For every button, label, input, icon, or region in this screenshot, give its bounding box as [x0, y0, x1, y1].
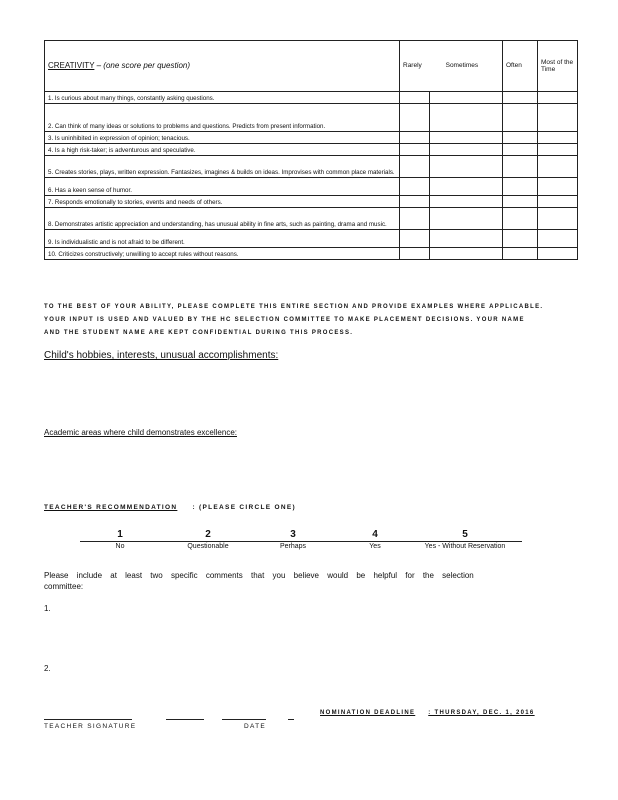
academic-label: Academic areas where child demonstrates excellence:: [44, 428, 237, 437]
scale-label[interactable]: Yes: [369, 543, 381, 550]
table-row: [45, 230, 578, 248]
recommendation-title: TEACHER'S RECOMMENDATION: [44, 504, 178, 511]
criterion-text: 7. Responds emotionally to stories, events and needs of others.: [45, 196, 400, 208]
table-header-row: [45, 41, 578, 92]
score-cell[interactable]: [503, 104, 538, 132]
score-cell[interactable]: [400, 156, 430, 178]
criterion-text: 6. Has a keen sense of humor.: [45, 178, 400, 196]
header-rarely-sometimes: [400, 41, 503, 92]
score-cell[interactable]: [430, 132, 503, 144]
comment-1-number: 1.: [44, 604, 51, 613]
score-cell[interactable]: [538, 156, 578, 178]
header-most: Most of the Time: [538, 41, 578, 92]
score-cell[interactable]: [400, 104, 430, 132]
score-cell[interactable]: [503, 196, 538, 208]
date-label: DATE: [244, 723, 267, 730]
score-cell[interactable]: [430, 92, 503, 104]
score-cell[interactable]: [538, 144, 578, 156]
score-cell[interactable]: [503, 230, 538, 248]
deadline-value: : THURSDAY, DEC. 1, 2016: [428, 710, 535, 716]
score-cell[interactable]: [503, 144, 538, 156]
score-cell[interactable]: [503, 92, 538, 104]
signature-line-2: [166, 719, 204, 720]
comment-2-number: 2.: [44, 664, 51, 673]
table-row: [45, 208, 578, 230]
score-cell[interactable]: [400, 92, 430, 104]
deadline-label: NOMINATION DEADLINE: [320, 710, 416, 716]
scale-number[interactable]: 4: [372, 529, 378, 540]
criterion-text: 3. Is uninhibited in expression of opinion; tenacious.: [45, 132, 400, 144]
table-row: [45, 92, 578, 104]
scale-label[interactable]: Yes - Without Reservation: [424, 543, 506, 550]
table-title-cell: [45, 41, 400, 92]
table-row: [45, 196, 578, 208]
score-cell[interactable]: [400, 208, 430, 230]
creativity-table: [44, 40, 578, 260]
deadline: [320, 710, 535, 716]
header-sometimes: Sometimes: [445, 62, 479, 70]
hobbies-label: Child's hobbies, interests, unusual accomplishments:: [44, 350, 279, 361]
score-cell[interactable]: [400, 132, 430, 144]
score-cell[interactable]: [400, 144, 430, 156]
criterion-text: 4. Is a high risk-taker; is adventurous and speculative.: [45, 144, 400, 156]
score-cell[interactable]: [503, 178, 538, 196]
score-cell[interactable]: [400, 230, 430, 248]
header-rarely: Rarely: [403, 62, 422, 70]
table-row: [45, 156, 578, 178]
signature-line: [44, 719, 132, 720]
score-cell[interactable]: [503, 248, 538, 260]
recommendation-heading: [44, 504, 296, 511]
score-cell[interactable]: [538, 132, 578, 144]
date-line-2: [288, 719, 294, 720]
recommendation-note: : (PLEASE CIRCLE ONE): [192, 504, 296, 511]
table-row: [45, 248, 578, 260]
table-row: [45, 132, 578, 144]
score-cell[interactable]: [503, 208, 538, 230]
criterion-text: 2. Can think of many ideas or solutions to problems and questions. Predicts from present information.: [45, 104, 400, 132]
score-cell[interactable]: [538, 208, 578, 230]
scale-number[interactable]: 5: [462, 529, 468, 540]
scale-line: [80, 541, 522, 542]
score-cell[interactable]: [538, 230, 578, 248]
score-cell[interactable]: [538, 196, 578, 208]
scale-number[interactable]: 2: [205, 529, 211, 540]
score-cell[interactable]: [538, 104, 578, 132]
scale-label[interactable]: Questionable: [187, 543, 229, 550]
score-cell[interactable]: [430, 208, 503, 230]
score-cell[interactable]: [430, 248, 503, 260]
score-cell[interactable]: [400, 196, 430, 208]
score-cell[interactable]: [400, 178, 430, 196]
criterion-text: 9. Is individualistic and is not afraid to be different.: [45, 230, 400, 248]
score-cell[interactable]: [430, 144, 503, 156]
scale-label[interactable]: No: [115, 543, 125, 550]
table-subtitle: – (one score per question): [96, 60, 191, 70]
score-cell[interactable]: [430, 104, 503, 132]
score-cell[interactable]: [400, 248, 430, 260]
score-cell[interactable]: [430, 178, 503, 196]
score-cell[interactable]: [430, 230, 503, 248]
header-often: Often: [503, 41, 538, 92]
criterion-text: 10. Criticizes constructively; unwilling to accept rules without reasons.: [45, 248, 400, 260]
scale-number[interactable]: 3: [290, 529, 296, 540]
score-cell[interactable]: [430, 196, 503, 208]
date-line: [222, 719, 266, 720]
table-row: [45, 144, 578, 156]
signature-label: TEACHER SIGNATURE: [44, 723, 137, 730]
score-cell[interactable]: [538, 178, 578, 196]
table-row: [45, 178, 578, 196]
comments-prompt: Please include at least two specific comments that you believe would be helpful for the selection committee:: [44, 571, 474, 591]
score-cell[interactable]: [538, 248, 578, 260]
table-title: CREATIVITY: [48, 60, 95, 70]
score-cell[interactable]: [538, 92, 578, 104]
scale-label[interactable]: Perhaps: [279, 543, 307, 550]
score-cell[interactable]: [430, 156, 503, 178]
criterion-text: 8. Demonstrates artistic appreciation and understanding, has unusual ability in fine arts, such as painting, drama and music.: [45, 208, 400, 230]
score-cell[interactable]: [503, 156, 538, 178]
scale-number[interactable]: 1: [117, 529, 123, 540]
table-row: [45, 104, 578, 132]
criterion-text: 5. Creates stories, plays, written expression. Fantasizes, imagines & builds on ideas. Improvises with common place materials.: [45, 156, 400, 178]
instructions-text: TO THE BEST OF YOUR ABILITY, PLEASE COMPLETE THIS ENTIRE SECTION AND PROVIDE EXAMPLES WHERE APPLICABLE. YOUR INPUT IS USED AND VALUED BY THE HC SELECTION COMMITTEE TO MAKE PLACEMENT DECISIONS. YOUR NAME AND THE STUDENT NAME ARE KEPT CONFIDENTIAL DURING THIS PROCESS.: [44, 304, 544, 336]
score-cell[interactable]: [503, 132, 538, 144]
criterion-text: 1. Is curious about many things, constantly asking questions.: [45, 92, 400, 104]
